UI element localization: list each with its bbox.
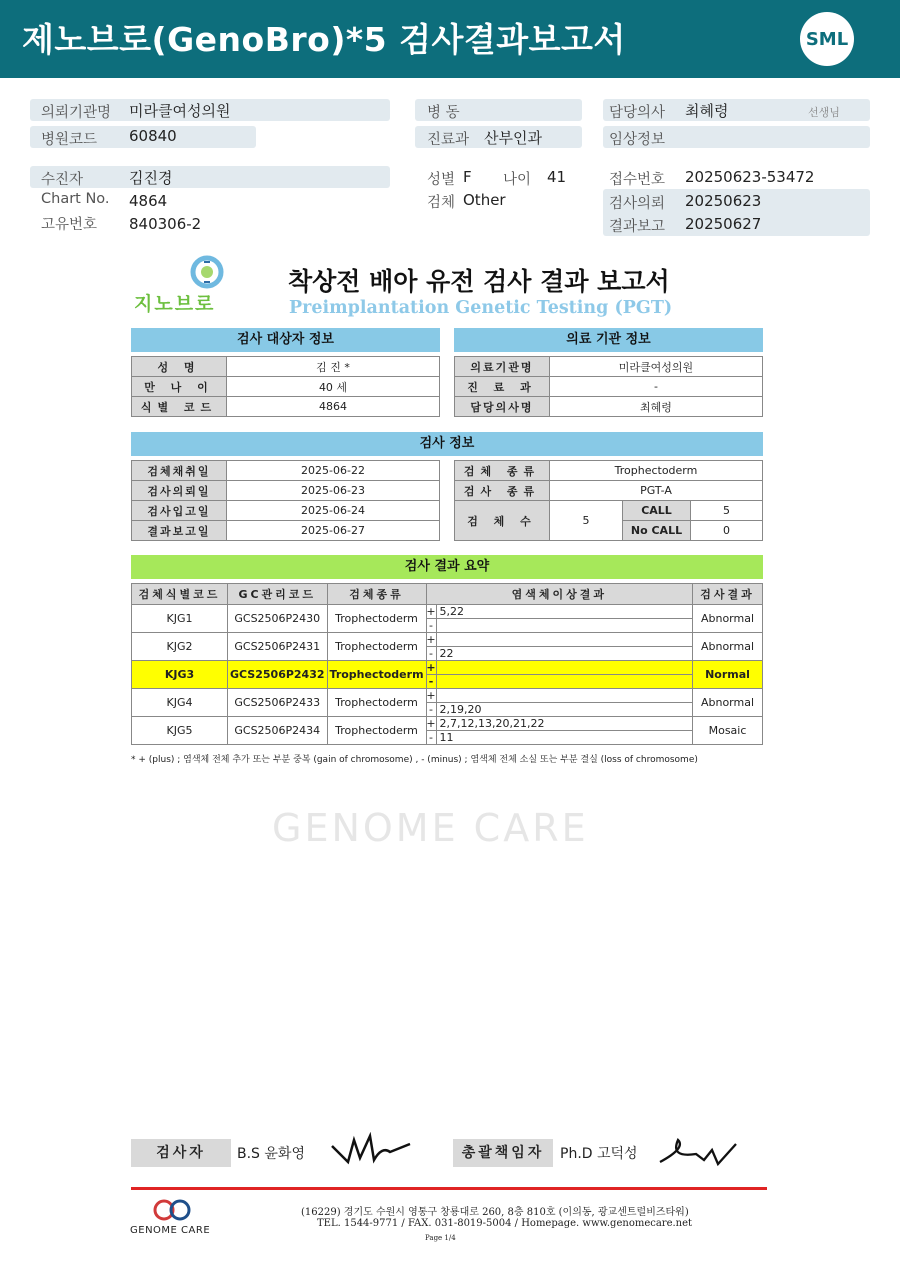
- repdate-label: 결과보고: [609, 219, 666, 235]
- table-row: [455, 461, 763, 481]
- genomecare-logo-icon: [152, 1198, 196, 1222]
- sml-logo: SML: [800, 12, 854, 66]
- tester-name: B.S 윤화영: [237, 1146, 305, 1162]
- gain-chromosomes: 2,7,12,13,20,21,22: [439, 717, 545, 730]
- report-date-key: 결과보고일: [132, 521, 227, 541]
- gc-code: GCS2506P2430: [228, 605, 328, 633]
- request-date-key: 검사의뢰일: [132, 481, 227, 501]
- inst-section-header: 의료 기관 정보: [454, 328, 763, 352]
- idcode-key: 식별 코드: [132, 397, 227, 417]
- sex-value: F: [463, 168, 472, 186]
- patient-label: 수진자: [41, 172, 84, 188]
- table-header-row: [132, 584, 763, 605]
- spec-table: [454, 460, 763, 541]
- gain-chromosomes: 5,22: [439, 605, 465, 618]
- sample-id: KJG5: [132, 717, 228, 745]
- genomecare-logo-text: GENOME CARE: [130, 1225, 211, 1236]
- receive-date-key: 검사입고일: [132, 501, 227, 521]
- reqdate-value: 20250623: [685, 192, 762, 210]
- test-result: Abnormal: [693, 633, 763, 661]
- plus-sign: +: [426, 661, 436, 674]
- abnormality-cell: [426, 605, 692, 633]
- receipt-value: 20250623-53472: [685, 168, 815, 186]
- hospcode-value: 60840: [129, 127, 177, 145]
- dept-value: 산부인과: [484, 129, 542, 147]
- age-value: 41: [547, 168, 567, 186]
- call-key: CALL: [623, 501, 691, 521]
- sample-type: Trophectoderm: [327, 661, 426, 689]
- sample-type: Trophectoderm: [327, 605, 426, 633]
- plus-sign: +: [426, 717, 436, 730]
- inst-dept-key: 진 료 과: [455, 377, 550, 397]
- abnormality-cell: [426, 661, 692, 689]
- sample-id: KJG4: [132, 689, 228, 717]
- report-subtitle: Preimplantation Genetic Testing (PGT): [289, 298, 673, 318]
- minus-sign: -: [427, 703, 437, 716]
- receive-date-value: 2025-06-24: [227, 501, 440, 521]
- chart-label: Chart No.: [41, 191, 110, 207]
- report-title: 제노브로(GenoBro)*5 검사결과보고서: [22, 20, 626, 59]
- test-type-value: PGT-A: [550, 481, 763, 501]
- doctor-value: 최혜령: [685, 102, 729, 120]
- gc-code: GCS2506P2431: [228, 633, 328, 661]
- test-result: Normal: [693, 661, 763, 689]
- plus-sign: +: [426, 633, 436, 646]
- chief-label: 총괄책임자: [453, 1139, 553, 1167]
- plus-sign: +: [426, 689, 436, 702]
- specimen-value: Other: [463, 191, 506, 209]
- loss-chromosomes: 2,19,20: [439, 703, 482, 716]
- table-row: [132, 605, 763, 633]
- nocall-key: No CALL: [623, 521, 691, 541]
- footer-divider: [131, 1187, 767, 1190]
- doctor-suffix: 선생님: [808, 106, 840, 119]
- sample-type: Trophectoderm: [327, 689, 426, 717]
- inst-dept-value: -: [550, 377, 763, 397]
- table-row: [132, 481, 440, 501]
- sample-id: KJG1: [132, 605, 228, 633]
- table-row: [132, 377, 440, 397]
- test-type-key: 검사 종류: [455, 481, 550, 501]
- table-row: [132, 717, 763, 745]
- uid-value: 840306-2: [129, 215, 202, 233]
- table-row: [455, 481, 763, 501]
- inst-doctor-value: 최혜령: [550, 397, 763, 417]
- inst-table: [454, 356, 763, 417]
- count-value: 5: [550, 501, 623, 541]
- gc-code: GCS2506P2433: [228, 689, 328, 717]
- patient-pill: [30, 166, 390, 188]
- col-type: 검체종류: [327, 584, 426, 605]
- genobro-icon: [132, 254, 244, 294]
- specimen-label: 검체: [427, 195, 456, 211]
- footer-contact: TEL. 1544-9771 / FAX. 031-8019-5004 / Homepage. www.genomecare.net: [317, 1218, 693, 1229]
- minus-sign: -: [427, 675, 437, 688]
- hospcode-label: 병원코드: [41, 132, 98, 148]
- subject-section-header: 검사 대상자 정보: [131, 328, 440, 352]
- sample-type: Trophectoderm: [327, 717, 426, 745]
- table-row: [132, 461, 440, 481]
- watermark: GENOME CARE: [272, 806, 589, 850]
- name-key: 성 명: [132, 357, 227, 377]
- table-row: [455, 357, 763, 377]
- chart-value: 4864: [129, 192, 168, 210]
- call-value: 5: [691, 501, 763, 521]
- header-bar: [0, 0, 900, 78]
- report-main-title: 착상전 배아 유전 검사 결과 보고서: [288, 267, 670, 296]
- age-key: 만 나 이: [132, 377, 227, 397]
- test-result: Abnormal: [693, 689, 763, 717]
- summary-section-header: 검사 결과 요약: [131, 555, 763, 579]
- subject-table: [131, 356, 440, 417]
- idcode-value: 4864: [227, 397, 440, 417]
- loss-chromosomes: 22: [439, 647, 454, 660]
- requester-label: 의뢰기관명: [41, 105, 112, 121]
- footnote: * + (plus) ; 염색체 전체 추가 또는 부분 중복 (gain of chromosome) , - (minus) ; 염색체 전체 소실 또는 부분 결실 (loss of chromosome): [131, 755, 698, 765]
- test-section-header: 검사 정보: [131, 432, 763, 456]
- col-id: 검체식별코드: [132, 584, 228, 605]
- age-label: 나이: [503, 172, 532, 188]
- summary-table: [131, 583, 763, 745]
- abnormality-cell: [426, 717, 692, 745]
- minus-sign: -: [427, 731, 437, 744]
- age-value: 40 세: [227, 377, 440, 397]
- requester-value: 미라클여성의원: [129, 102, 231, 120]
- chief-name: Ph.D 고덕성: [560, 1146, 638, 1162]
- collect-date-value: 2025-06-22: [227, 461, 440, 481]
- table-row: [132, 357, 440, 377]
- gc-code: GCS2506P2434: [228, 717, 328, 745]
- minus-sign: -: [427, 647, 437, 660]
- sample-type: Trophectoderm: [327, 633, 426, 661]
- uid-label: 고유번호: [41, 217, 98, 233]
- spec-type-value: Trophectoderm: [550, 461, 763, 481]
- col-result: 검사결과: [693, 584, 763, 605]
- col-abnormality: 염색체이상결과: [426, 584, 692, 605]
- page-number: Page 1/4: [425, 1234, 456, 1242]
- nocall-value: 0: [691, 521, 763, 541]
- genobro-logo: [132, 254, 244, 316]
- reqdate-label: 검사의뢰: [609, 196, 666, 212]
- receipt-label: 접수번호: [609, 172, 666, 188]
- test-result: Abnormal: [693, 605, 763, 633]
- footer-address: (16229) 경기도 수원시 영통구 창룡대로 260, 8층 810호 (이의동, 광교센트럴비즈타워): [301, 1207, 689, 1218]
- ward-label: 병 동: [427, 105, 460, 121]
- table-row: [132, 501, 440, 521]
- genobro-logo-text: 지노브로: [134, 293, 216, 315]
- name-value: 김 진 *: [227, 357, 440, 377]
- abnormality-cell: [426, 633, 692, 661]
- report-date-value: 2025-06-27: [227, 521, 440, 541]
- request-date-value: 2025-06-23: [227, 481, 440, 501]
- abnormality-cell: [426, 689, 692, 717]
- table-row: [132, 661, 763, 689]
- spec-type-key: 검체 종류: [455, 461, 550, 481]
- table-row: [455, 377, 763, 397]
- tester-signature: [330, 1132, 412, 1166]
- patient-value: 김진경: [129, 169, 173, 187]
- plus-sign: +: [426, 605, 436, 618]
- tester-label: 검사자: [131, 1139, 231, 1167]
- inst-name-value: 미라클여성의원: [550, 357, 763, 377]
- inst-name-key: 의료기관명: [455, 357, 550, 377]
- chief-signature: [656, 1130, 740, 1170]
- col-gc: GC관리코드: [228, 584, 328, 605]
- dates-table: [131, 460, 440, 541]
- inst-doctor-key: 담당의사명: [455, 397, 550, 417]
- clinical-label: 임상정보: [609, 132, 666, 148]
- collect-date-key: 검체채취일: [132, 461, 227, 481]
- table-row: [132, 397, 440, 417]
- doctor-label: 담당의사: [609, 105, 666, 121]
- gc-code: GCS2506P2432: [228, 661, 328, 689]
- table-row: [132, 521, 440, 541]
- table-row: [132, 689, 763, 717]
- dept-label: 진료과: [427, 132, 470, 148]
- sample-id: KJG3: [132, 661, 228, 689]
- minus-sign: -: [427, 619, 437, 632]
- loss-chromosomes: 11: [439, 731, 454, 744]
- test-result: Mosaic: [693, 717, 763, 745]
- table-row: [455, 501, 763, 521]
- table-row: [455, 397, 763, 417]
- sex-label: 성별: [427, 172, 456, 188]
- repdate-value: 20250627: [685, 215, 762, 233]
- table-row: [132, 633, 763, 661]
- count-key: 검 체 수: [455, 501, 550, 541]
- sample-id: KJG2: [132, 633, 228, 661]
